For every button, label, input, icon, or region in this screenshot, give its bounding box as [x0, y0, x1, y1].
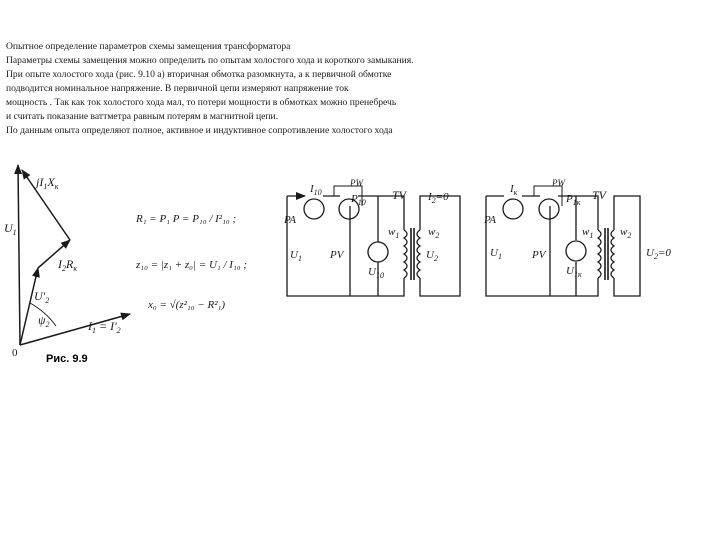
svg-text:U1: $U_1$ [490, 247, 502, 261]
paragraph-line: подводится номинальное напряжение. В первичной цепи измеряют напряжение ток [6, 83, 349, 94]
w1-label: w [582, 226, 590, 238]
p1k-label: P [566, 193, 573, 205]
svg-text:U1: $U_1$ [290, 249, 302, 263]
primary-winding [404, 230, 407, 278]
pa-label: PA [284, 214, 297, 226]
pw-label: PW [350, 178, 363, 188]
svg-text:P10: $P_{10}$ [351, 193, 366, 207]
svg-text:I2=0: $I_2=0$ [428, 191, 449, 205]
formulas [135, 213, 247, 311]
pa-label: PA [484, 214, 497, 226]
svg-text:U2=0: $U_2=0$ [646, 247, 671, 261]
circuit-no-load-labels [283, 178, 449, 280]
formula-r1: R₁ = P₁ P = P₁₀ / I²₁₀ ; [136, 213, 237, 225]
paragraph-line: Параметры схемы замещения можно определить по опытам холостого хода и короткого замыкания. [6, 55, 414, 66]
svg-text:P1к: $P_{1к}$ [566, 193, 581, 207]
primary-winding [598, 230, 601, 278]
tv-label: TV [392, 188, 407, 202]
pv-label: PV [330, 249, 344, 261]
paragraph-line: мощность . Так как ток холостого хода мал, то потери мощности в обмотках можно пренебречь [6, 97, 397, 108]
u1-circuit-label: U [290, 249, 298, 261]
w1-label: w [388, 226, 396, 238]
ik-label: I [510, 183, 514, 195]
voltmeter-pv [566, 241, 586, 261]
i10-label: I [310, 183, 314, 195]
jix-label: jI [36, 175, 44, 189]
origin-label: 0 [12, 347, 18, 359]
w2-label: w [428, 226, 436, 238]
svg-text:U1к: $U_{1к}$ [566, 265, 582, 279]
svg-text:w1: $w_1$ [582, 226, 594, 240]
svg-text:jI1Xк: $jI_1X_к$ [36, 175, 59, 191]
pw-label: PW [552, 178, 565, 188]
svg-text:w2: $w_2$ [620, 226, 632, 240]
u10-label: U [368, 266, 376, 278]
vector-diagram [18, 165, 130, 345]
p10-label: P [351, 193, 358, 205]
tv-label: TV [592, 188, 607, 202]
secondary-winding [611, 230, 614, 278]
u1k-label: U [566, 265, 574, 277]
svg-text:w2: $w_2$ [428, 226, 440, 240]
svg-text:Iк: $I_к$ [510, 183, 518, 197]
u2-label: U' [34, 289, 46, 303]
u1-circuit-label: U [490, 247, 498, 259]
svg-text:U2: $U_2$ [426, 249, 438, 263]
u2-circuit-label: U [426, 249, 434, 261]
svg-text:w1: $w_1$ [388, 226, 400, 240]
svg-text:I1 = I'2: $I_1 = I'_2$ [88, 319, 121, 335]
svg-text:I2Rк: $I_2R_к$ [58, 257, 78, 273]
u1-label: U [4, 221, 13, 235]
i1-label: I [88, 319, 92, 333]
svg-text:U'2: $U'_2$ [34, 289, 50, 305]
u1-vector [18, 165, 20, 345]
i2-label: I [428, 191, 432, 203]
paragraph-line: По данным опыта определяют полное, активное и индуктивное сопротивление холостого хода [6, 125, 393, 136]
section-title: Опытное определение параметров схемы замещения трансформатора [6, 41, 291, 52]
formula-z10: z₁₀ = |z₁ + z₀| = U₁ / I₁₀ ; [136, 259, 248, 271]
svg-text:ψ2: $\psi_2$ [38, 313, 50, 329]
svg-text:U1: $U_1$ [4, 221, 17, 237]
figure-caption: Рис. 9.9 [46, 353, 88, 365]
jix-vector [22, 170, 70, 240]
svg-text:I10: $I_{10}$ [310, 183, 322, 197]
ir-label: I [58, 257, 62, 271]
psi-label: ψ [38, 313, 46, 327]
voltmeter-pv [368, 242, 388, 262]
secondary-winding [417, 230, 420, 278]
w2-label: w [620, 226, 628, 238]
formula-x0: x₀ = √(z²₁₀ − R²₁) [148, 299, 225, 311]
u2-circuit-label: U [646, 247, 654, 259]
ammeter-pa [503, 199, 523, 219]
pv-label: PV [532, 249, 546, 261]
circuit-short-circuit-labels [483, 178, 671, 279]
circuit-short-circuit [486, 186, 640, 296]
svg-text:U10: $U_{10}$ [368, 266, 384, 280]
ammeter-pa [304, 199, 324, 219]
wattmeter-pw [539, 199, 559, 219]
paragraph-line: При опыте холостого хода (рис. 9.10 а) вторичная обмотка разомкнута, а к первичной обмотке [6, 69, 392, 80]
paragraph-line: и считать показание ваттметра равным потерям в магнитной цепи. [6, 111, 279, 122]
